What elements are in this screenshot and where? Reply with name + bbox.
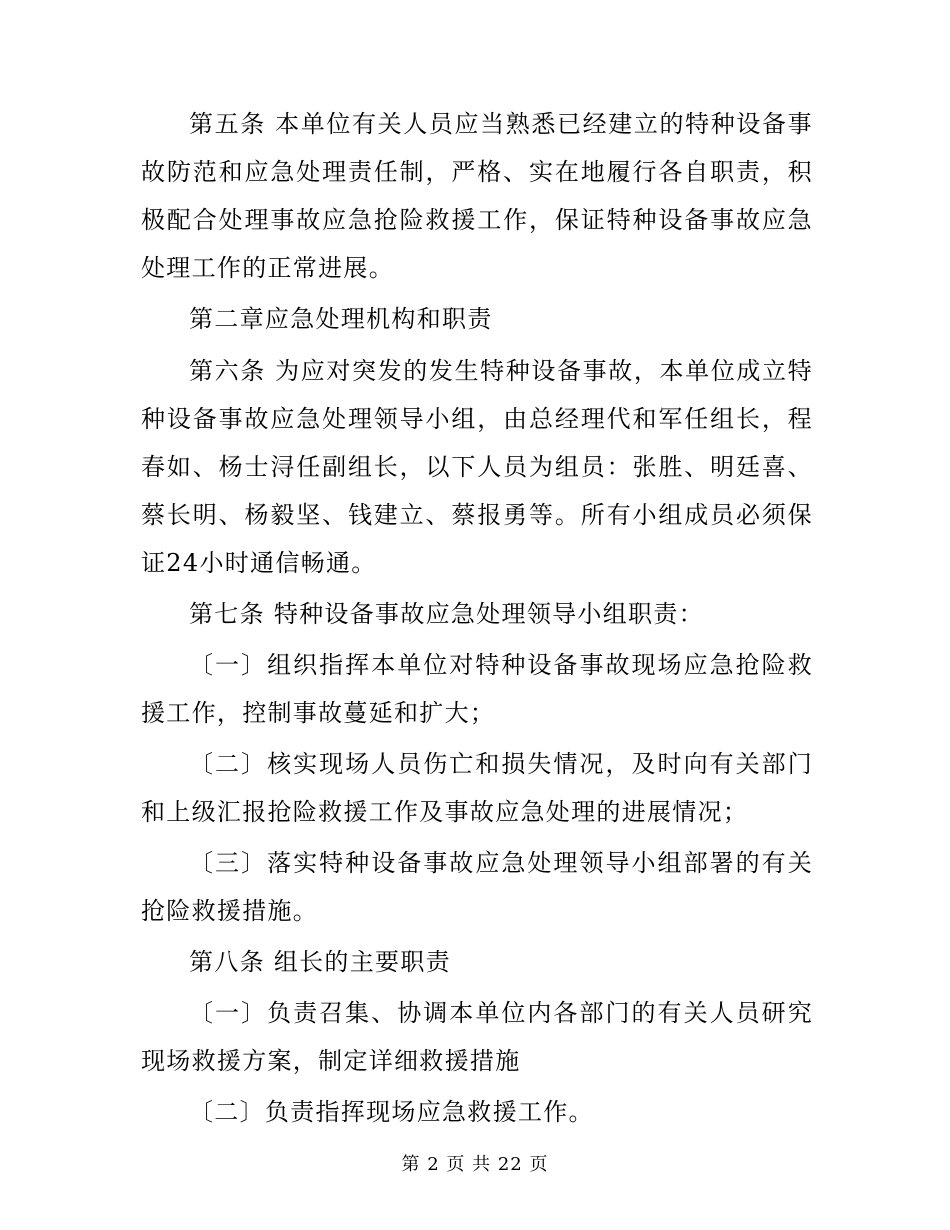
document-body [141, 100, 813, 1139]
article-8-item-1: 〔一〕负责召集、协调本单位内各部门的有关人员研究现场救援方案，制定详细救援措施 [141, 999, 813, 1075]
article-7-item-3: 〔三〕落实特种设备事故应急处理领导小组部署的有关抢险救援措施。 [141, 849, 813, 925]
article-6-paragraph: 第六条 为应对突发的发生特种设备事故，本单位成立特种设备事故应急处理领导小组，由总经理代和军任组长，程春如、杨士浔任副组长，以下人员为组员：张胜、明廷喜、蔡长明、杨毅坚、钱建立、蔡报勇等。所有小组成员必须保证24小时通信畅通。 [141, 357, 813, 577]
chapter-2-heading: 第二章应急处理机构和职责 [189, 305, 493, 333]
article-5-paragraph: 第五条 本单位有关人员应当熟悉已经建立的特种设备事故防范和应急处理责任制，严格、实在地履行各自职责，积极配合处理事故应急抢险救援工作，保证特种设备事故应急处理工作的正常进展。 [141, 110, 813, 282]
article-8-paragraph: 第八条 组长的主要职责 [189, 948, 451, 976]
article-8-item-2: 〔二〕负责指挥现场应急救援工作。 [189, 1098, 594, 1126]
article-7-paragraph: 第七条 特种设备事故应急处理领导小组职责： [189, 600, 704, 628]
article-7-item-2: 〔二〕核实现场人员伤亡和损失情况，及时向有关部门和上级汇报抢险救援工作及事故应急处理的进展情况； [141, 750, 813, 826]
article-7-item-1: 〔一〕组织指挥本单位对特种设备事故现场应急抢险救援工作，控制事故蔓延和扩大； [141, 651, 813, 727]
page-footer: 第 2 页 共 22 页 [401, 1154, 549, 1175]
